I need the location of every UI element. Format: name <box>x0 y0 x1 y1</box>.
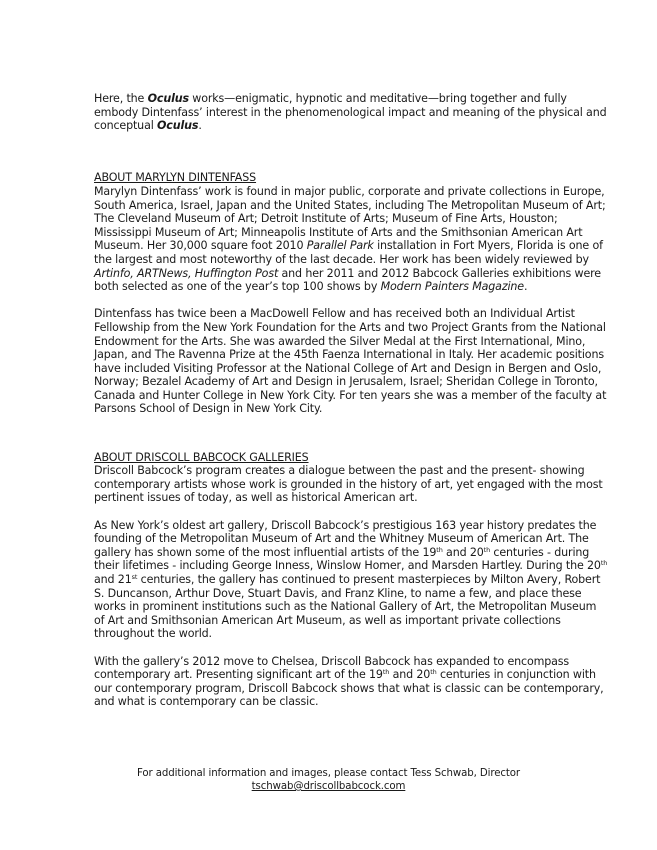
gallery-paragraph-1: Driscoll Babcock’s program creates a dialogue between the past and the present- showing contemporary artists whose work is grounded in the history of art, yet engaged with the most pertinent issues of today, as well as historical American art. <box>94 464 603 505</box>
oculus-title: Oculus <box>147 92 189 105</box>
paragraph-text: centuries, the gallery has continued to present masterpieces by Milton Avery, Robert S. Duncanson, Arthur Dove, Stuart Davis, and Franz Kline, to name a few, and place these works in prominent institutions such as the National Gallery of Art, the Metropolitan Museum of Art and Smithsonian American Art Museum, as well as important private collections throughout the world. <box>94 573 601 641</box>
italic-magazine: Modern Painters Magazine <box>380 280 524 294</box>
ordinal-suffix: th <box>483 545 491 554</box>
paragraph-text: centuries - during their lifetimes - including George Inness, Winslow Homer, and Marsden Hartley. During the 20 <box>94 545 601 573</box>
section-spacer <box>94 430 608 451</box>
paragraph-text: and 20 <box>389 668 431 682</box>
contact-line: For additional information and images, please contact Tess Schwab, Director <box>136 768 520 779</box>
artist-paragraph-1 <box>94 185 608 294</box>
ordinal-suffix: st <box>131 573 138 581</box>
intro-text: works—enigmatic, hypnotic and meditative—bring together and fully embody Dintenfass’ interest in the phenomenological impact and meaning of the physical and conceptual <box>94 92 607 133</box>
italic-publications: Artinfo, ARTNews, Huffington Post <box>94 266 279 280</box>
document-body <box>94 92 608 723</box>
artist-heading: ABOUT MARYLYN DINTENFASS <box>94 171 257 185</box>
intro-text: . <box>198 119 202 133</box>
ordinal-suffix: th <box>600 559 608 568</box>
paragraph-text: and 20 <box>442 545 484 559</box>
paragraph-text: and her 2011 and 2012 Babcock Galleries exhibitions were both selected as one of the year’s top 100 shows by <box>94 266 601 294</box>
ordinal-suffix: th <box>382 668 390 677</box>
intro-text: Here, the <box>94 92 148 105</box>
paragraph-text: With the gallery’s 2012 move to Chelsea, Driscoll Babcock has expanded to encompass contemporary art. Presenting significant art of the 19 <box>94 654 570 682</box>
artist-paragraph-2: Dintenfass has twice been a MacDowell Fellow and has received both an Individual Artist Fellowship from the New York Foundation for the Arts and two Project Grants from the National Endowment for the Arts. She was awarded the Silver Medal at the First International, Mino, Japan, and The Ravenna Prize at the 45th Faenza International in Italy. Her academic positions have included Visiting Professor at the National College of Art and Design in Bergen and Oslo, Norway; Bezalel Academy of Art and Design in Jerusalem, Israel; Sheridan College in Toronto, Canada and Hunter College in New York City. For ten years she was a member of the faculty at Parsons School of Design in New York City. <box>94 307 607 416</box>
intro-paragraph <box>94 92 608 133</box>
paragraph-text: centuries in conjunction with our contemporary program, Driscoll Babcock shows that what is classic can be contemporary, and what is contemporary can be classic. <box>94 668 604 709</box>
ordinal-suffix: th <box>436 545 443 554</box>
oculus-title: Oculus <box>157 119 199 133</box>
paragraph-text: and 21 <box>94 573 132 586</box>
footer <box>0 767 657 793</box>
paragraph-text: Marylyn Dintenfass’ work is found in major public, corporate and private collections in Europe, South America, Israel, Japan and the United States, including The Metropolitan Museum of Art; The Cleveland Museum of Art; Detroit Institute of Arts; Museum of Fine Arts, Houston; Mississippi Museum of Art; Minneapolis Institute of Arts and the Smithsonian American Art Museum. Her 30,000 square foot 2010 <box>94 184 606 253</box>
paragraph-text: As New York’s oldest art gallery, Driscoll Babcock’s prestigious 163 year history predates the founding of the Metropolitan Museum of Art and the Whitney Museum of American Art. The gallery has shown some of the most influential artists of the 19 <box>94 518 597 559</box>
gallery-heading: ABOUT DRISCOLL BABCOCK GALLERIES <box>94 450 309 464</box>
gallery-paragraph-2 <box>94 519 608 641</box>
ordinal-suffix: th <box>430 668 437 677</box>
section-spacer <box>94 146 608 171</box>
paragraph-text: installation in Fort Myers, Florida is one of the largest and most noteworthy of the last decade. Her work has been widely reviewed by <box>94 239 603 266</box>
gallery-paragraph-3 <box>94 655 608 709</box>
paragraph-text: . <box>524 280 528 294</box>
email-link[interactable]: tschwab@driscollbabcock.com <box>251 781 406 792</box>
italic-title: Parallel Park <box>306 239 374 253</box>
